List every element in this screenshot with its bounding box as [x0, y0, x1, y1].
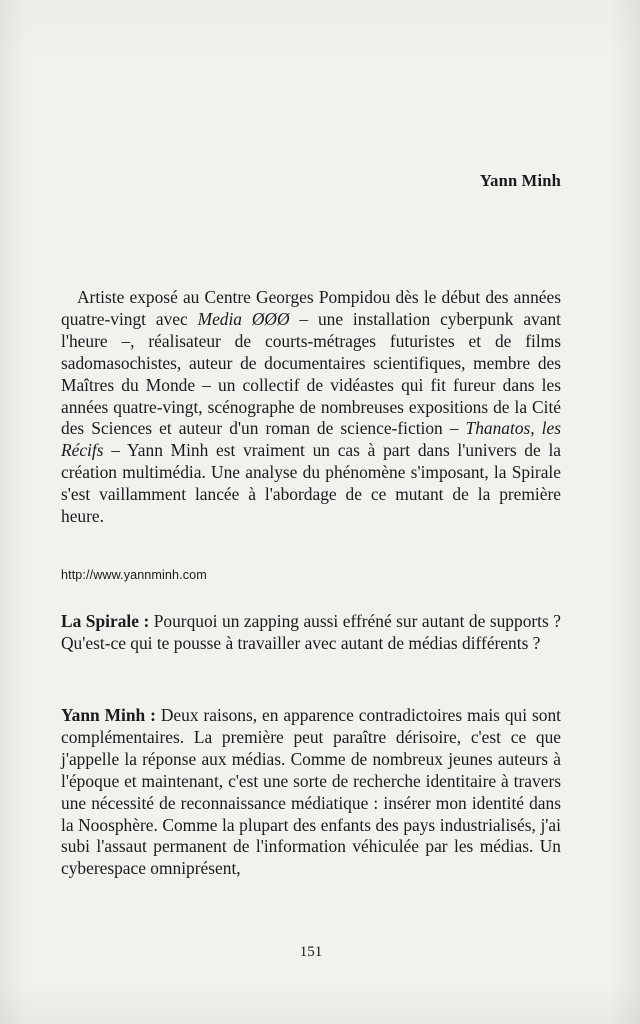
- interview-answer: [61, 705, 561, 880]
- intro-paragraph: [61, 287, 561, 528]
- work-title-media: Media ØØØ: [197, 308, 290, 329]
- page-number: 151: [299, 944, 323, 960]
- interview-question: [61, 611, 561, 655]
- interviewee-name: Yann Minh :: [61, 705, 156, 725]
- website-url: http://www.yannminh.com: [61, 568, 207, 582]
- intro-text-part-3: – Yann Minh est vraiment un cas à part dans l'univers de la création multimédia. Une analyse du phénomène s'imposant, la Spirale s'est vaillamment lancée à l'abordage de ce mutant de la première heure.: [61, 440, 561, 527]
- question-text: Pourquoi un zapping aussi effréné sur autant de supports ? Qu'est-ce qui te pousse à travailler avec autant de médias différents ?: [61, 611, 561, 653]
- interviewer-name: La Spirale :: [61, 611, 150, 631]
- intro-text-part-1: Artiste exposé au Centre Georges Pompidou dès le début des années quatre-vingt avec: [61, 287, 561, 329]
- chapter-heading: Yann Minh: [479, 171, 561, 190]
- intro-text-part-2: – une installation cyberpunk avant l'heure –, réalisateur de courts-métrages futuristes et de films sadomasochistes, auteur de documentaires scientifiques, membre des Maîtres du Monde – un collectif de vidéastes qui fit fureur dans les années quatre-vingt, scénographe de nombreuses expositions de la Cité des Sciences et auteur d'un roman de science-fiction –: [61, 308, 562, 439]
- work-title-thanatos: Thanatos, les Récifs: [61, 418, 561, 461]
- answer-text: Deux raisons, en apparence contradictoires mais qui sont complémentaires. La première peut paraître dérisoire, c'est ce que j'appelle la réponse aux médias. Comme de nombreux jeunes auteurs à l'époque et maintenant, c'est une sorte de recherche identitaire à travers une nécessité de reconnaissance médiatique : insérer mon identité dans la Noosphère. Comme la plupart des enfants des pays industrialisés, j'ai subi l'assaut permanent de l'information véhiculée par les médias. Un cyberespace omniprésent,: [61, 705, 562, 879]
